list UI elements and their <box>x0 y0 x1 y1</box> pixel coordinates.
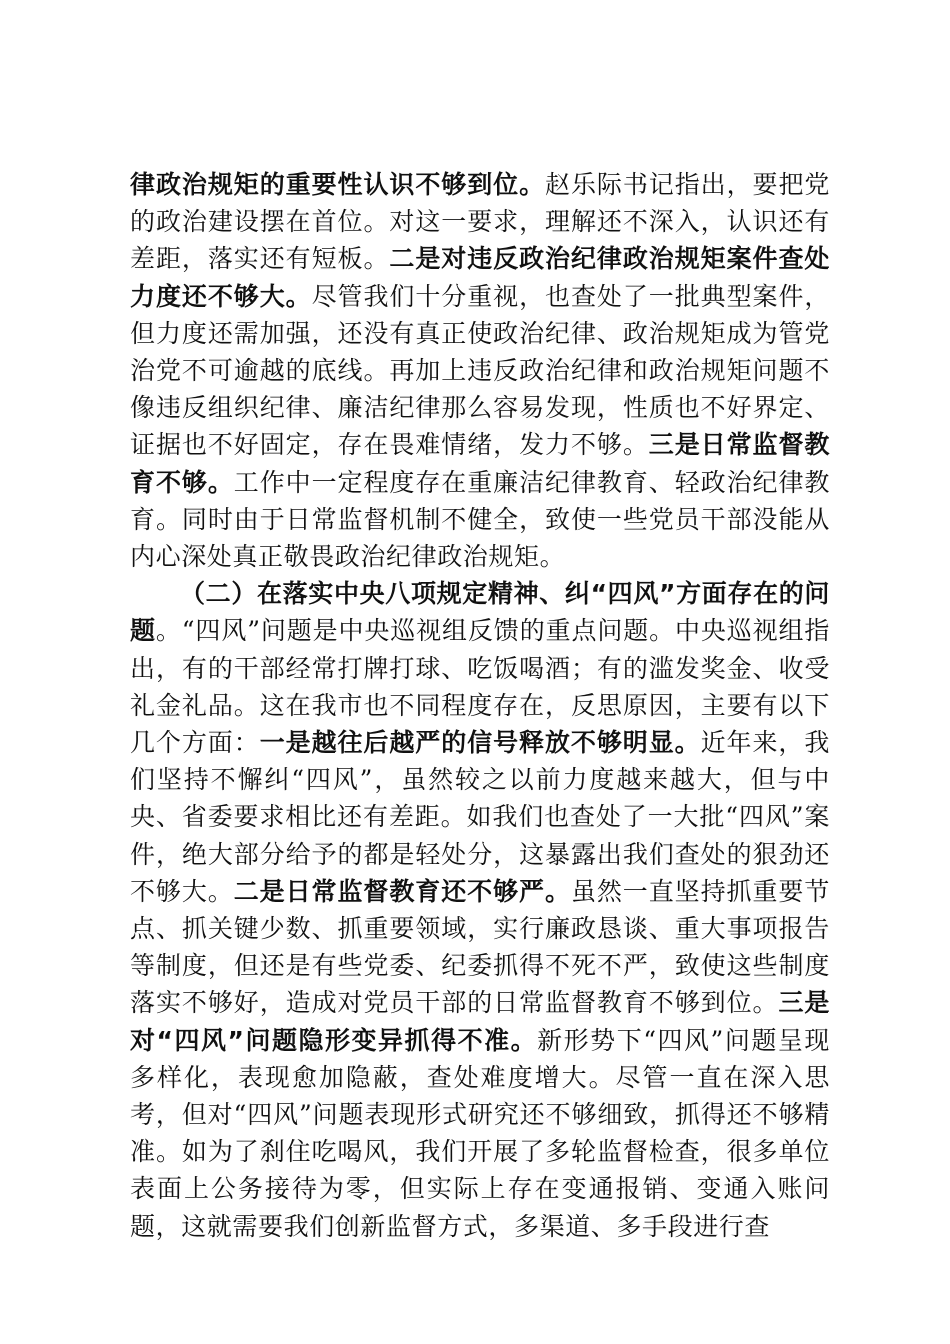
section-heading: （二）在落实中央八项规定精神、纠“四风”方面存在的问题 <box>130 579 830 646</box>
paragraph-four-winds <box>130 575 830 1245</box>
paragraph-political-discipline <box>130 166 830 575</box>
body-text: 近年来，我们坚持不懈纠“四风”，虽然较之以前力度越来越大，但与中央、省委要求相比还有差距。如我们也查处了一大批“四风”案件，绝大部分给予的都是轻处分，这暴露出我们查处的狠劲还不够大。 <box>130 728 830 906</box>
bold-heading: 律政治规矩的重要性认识不够到位。 <box>130 170 546 199</box>
body-text: 虽然一直坚持抓重要节点、抓关键少数、抓重要领域，实行廉政恳谈、重大事项报告等制度，但还是有些党委、纪委抓得不死不严，致使这些制度落实不够好，造成对党员干部的日常监督教育不够到位。 <box>130 876 830 1018</box>
document-body <box>130 166 830 1245</box>
body-text: 尽管我们十分重视，也查处了一批典型案件，但力度还需加强，还没有真正使政治纪律、政治规矩成为管党治党不可逾越的底线。再加上违反政治纪律和政治规矩问题不像违反组织纪律、廉洁纪律那么容易发现，性质也不好界定、证据也不好固定，存在畏难情绪，发力不够。 <box>130 281 830 460</box>
bold-heading: 三是对“四风”问题隐形变异抓得不准。 <box>130 988 830 1055</box>
body-text: 新形势下“四风”问题呈现多样化，表现愈加隐蔽，查处难度增大。尽管一直在深入思考，但对“四风”问题表现形式研究还不够细致，抓得还不够精准。如为了刹住吃喝风，我们开展了多轮监督检查，很多单位表面上公务接待为零，但实际上存在变通报销、变通入账问题，这就需要我们创新监督方式，多渠道、多手段进行查 <box>130 1025 830 1241</box>
body-text: 赵乐际书记指出，要把党的政治建设摆在首位。对这一要求，理解还不深入，认识还有差距，落实还有短板。 <box>130 170 830 274</box>
bold-heading: 一是越往后越严的信号释放不够明显。 <box>259 728 701 758</box>
body-text: 工作中一定程度存在重廉洁纪律教育、轻政治纪律教育。同时由于日常监督机制不健全，致使一些党员干部没能从内心深处真正敬畏政治纪律政治规矩。 <box>130 467 830 572</box>
bold-heading: 二是对违反政治纪律政治规矩案件查处力度还不够大。 <box>130 244 830 311</box>
bold-heading: 三是日常监督教育不够。 <box>130 430 830 497</box>
body-text: 。“四风”问题是中央巡视组反馈的重点问题。中央巡视组指出，有的干部经常打牌打球、吃饭喝酒；有的滥发奖金、收受礼金礼品。这在我市也不同程度存在，反思原因，主要有以下几个方面： <box>130 616 830 758</box>
bold-heading: 二是日常监督教育还不够严。 <box>233 876 571 906</box>
